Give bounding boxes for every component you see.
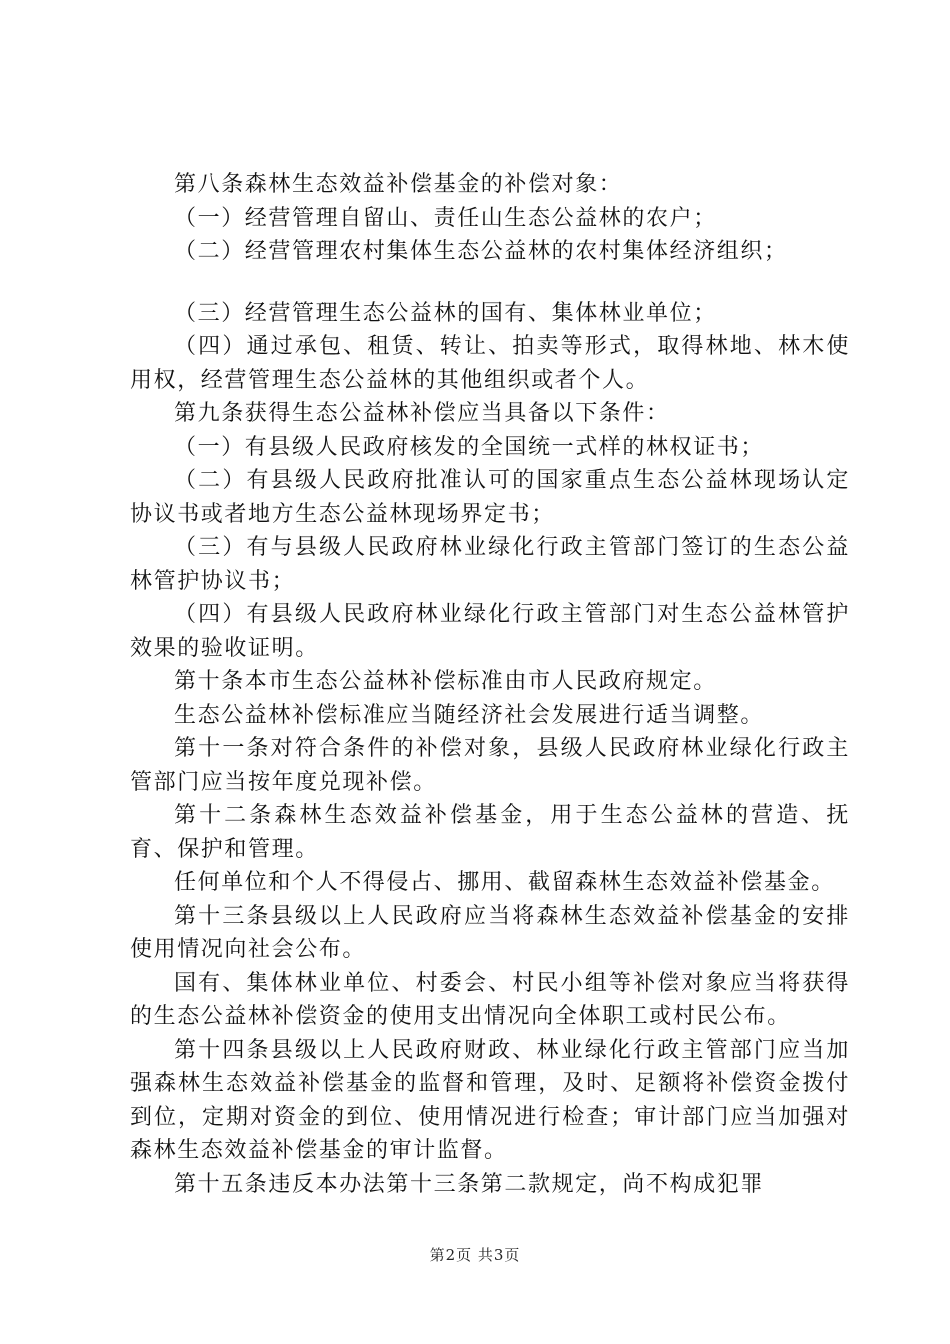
paragraph-item: （四）通过承包、租赁、转让、拍卖等形式，取得林地、林木使用权，经营管理生态公益林的其他组织或者个人。	[130, 334, 850, 393]
paragraph-item: （三）有与县级人民政府林业绿化行政主管部门签订的生态公益林管护协议书；	[130, 535, 850, 594]
paragraph-article-11: 第十一条对符合条件的补偿对象，县级人民政府林业绿化行政主管部门应当按年度兑现补偿。	[130, 736, 850, 795]
page-number-footer: 第2页 共3页	[429, 1246, 521, 1264]
paragraph-item: （四）有县级人民政府林业绿化行政主管部门对生态公益林管护效果的验收证明。	[130, 602, 850, 661]
paragraph-article-14: 第十四条县级以上人民政府财政、林业绿化行政主管部门应当加强森林生态效益补偿基金的监督和管理，及时、足额将补偿资金拨付到位，定期对资金的到位、使用情况进行检查；审计部门应当加强对森林生态效益补偿基金的审计监督。	[130, 1037, 850, 1163]
paragraph-item: （一）有县级人民政府核发的全国统一式样的林权证书；	[174, 434, 765, 460]
document-body	[130, 168, 850, 1201]
paragraph-article-12: 第十二条森林生态效益补偿基金，用于生态公益林的营造、抚育、保护和管理。	[130, 803, 850, 862]
paragraph-article-13: 第十三条县级以上人民政府应当将森林生态效益补偿基金的安排使用情况向社会公布。	[130, 903, 850, 962]
paragraph-article-8: 第八条森林生态效益补偿基金的补偿对象：	[174, 172, 623, 197]
paragraph: 生态公益林补偿标准应当随经济社会发展进行适当调整。	[174, 702, 765, 728]
paragraph-article-10: 第十条本市生态公益林补偿标准由市人民政府规定。	[174, 669, 717, 694]
paragraph-article-15: 第十五条违反本办法第十三条第二款规定，尚不构成犯罪	[174, 1171, 765, 1197]
paragraph-item: （二）有县级人民政府批准认可的国家重点生态公益林现场认定协议书或者地方生态公益林现场界定书；	[130, 468, 850, 527]
paragraph: 任何单位和个人不得侵占、挪用、截留森林生态效益补偿基金。	[174, 870, 835, 895]
paragraph: 国有、集体林业单位、村委会、村民小组等补偿对象应当将获得的生态公益林补偿资金的使用支出情况向全体职工或村民公布。	[130, 970, 850, 1029]
paragraph-item: （一）经营管理自留山、责任山生态公益林的农户；	[174, 205, 717, 231]
paragraph-item: （二）经营管理农村集体生态公益林的农村集体经济组织；	[174, 239, 788, 264]
paragraph-article-9: 第九条获得生态公益林补偿应当具备以下条件：	[174, 401, 670, 426]
paragraph-item: （三）经营管理生态公益林的国有、集体林业单位；	[174, 300, 717, 326]
